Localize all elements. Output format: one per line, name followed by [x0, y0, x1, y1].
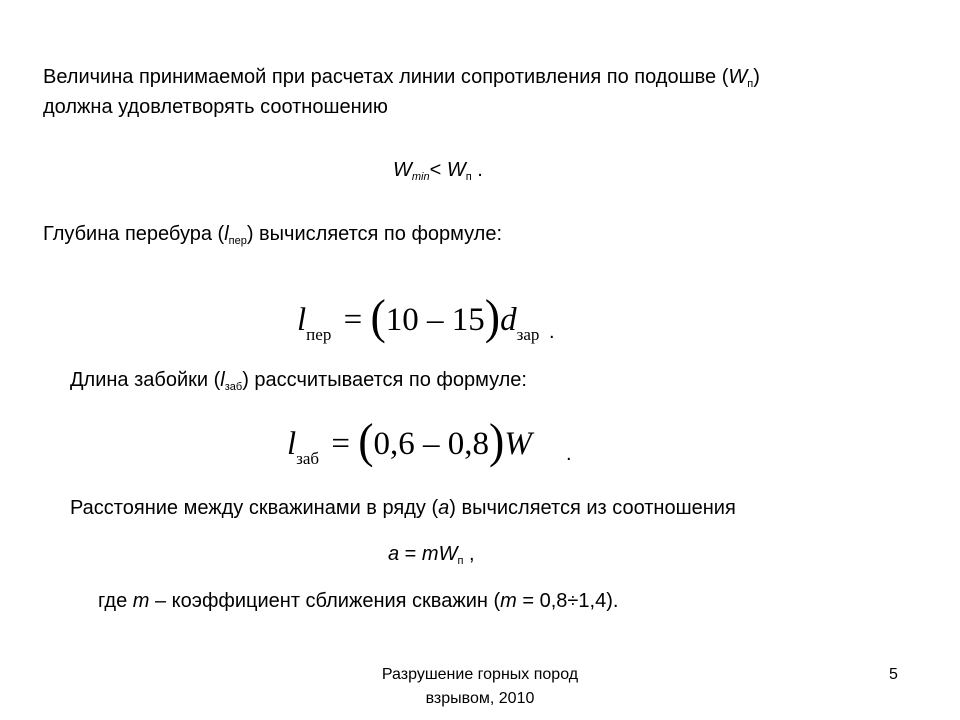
f2-end: .	[566, 443, 572, 465]
stemming-text: Длина забойки (	[70, 369, 221, 391]
formula-overdrill	[297, 288, 539, 348]
wn-sub: п	[747, 78, 754, 90]
wn-sub-2: п	[465, 171, 472, 183]
intro-line-1	[43, 63, 760, 95]
depth-sentence	[43, 220, 502, 252]
f2-rparen: )	[489, 413, 505, 468]
f2-lparen: (	[358, 413, 374, 468]
lper-sub: пер	[228, 235, 247, 247]
formula-stemming	[287, 412, 532, 472]
f3-eq: =	[399, 543, 422, 565]
intro-text: Величина принимаемой при расчетах линии сопротивления по подошве (	[43, 66, 729, 88]
footer-line-1: Разрушение горных пород	[381, 666, 579, 683]
f1-body: 10 – 15	[385, 302, 485, 338]
inequality	[393, 156, 483, 188]
formula-spacing	[388, 540, 475, 572]
a-var: а	[438, 497, 450, 519]
wn-var-2: W	[446, 159, 466, 181]
f3-m: m	[421, 543, 439, 565]
less-than: <	[429, 159, 447, 181]
f3-a: а	[388, 543, 400, 565]
f1-l: l	[297, 302, 307, 338]
footer-caption	[330, 663, 630, 711]
spacing-text: Расстояние между скважинами в ряду (	[70, 497, 439, 519]
lper-var: l	[224, 223, 229, 245]
stemming-text-after: ) рассчитывается по формуле:	[242, 369, 527, 391]
wn-var: W	[728, 66, 748, 88]
f1-d: d	[500, 302, 517, 338]
wmin-sub: min	[411, 171, 430, 183]
footer-line-2: взрывом, 2010	[425, 690, 535, 707]
intro-close: )	[753, 66, 760, 88]
where-m1: m	[132, 590, 150, 612]
f1-eq: =	[343, 302, 363, 338]
f1-l-sub: пер	[306, 325, 332, 344]
wmin-var: W	[393, 159, 412, 181]
where-sentence	[98, 587, 618, 616]
depth-text: Глубина перебура (	[43, 223, 225, 245]
intro-line-2: должна удовлетворять соотношению	[43, 96, 388, 118]
f2-l-sub: заб	[296, 449, 320, 468]
spacing-sentence	[70, 494, 736, 523]
f3-end: ,	[463, 543, 475, 565]
depth-text-after: ) вычисляется по формуле:	[246, 223, 503, 245]
stemming-sentence	[70, 366, 527, 398]
f2-l: l	[287, 426, 297, 462]
lzab-var: l	[220, 369, 225, 391]
where-middle: – коэффициент сближения скважин (	[149, 590, 501, 612]
f2-eq: =	[331, 426, 350, 462]
where-m2: m	[500, 590, 517, 612]
spacing-text-after: ) вычисляется из соотношения	[449, 497, 736, 519]
inequality-end: .	[471, 159, 483, 181]
f1-rparen: )	[484, 289, 501, 344]
f2-body: 0,6 – 0,8	[373, 426, 490, 462]
page-number: 5	[889, 666, 898, 683]
f3-w: W	[438, 543, 458, 565]
f1-end: .	[549, 321, 555, 343]
where-prefix: где	[98, 590, 133, 612]
f2-w: W	[504, 426, 532, 462]
lzab-sub: заб	[224, 381, 243, 393]
f1-lparen: (	[370, 289, 386, 344]
f3-sub: п	[457, 555, 464, 567]
where-suffix: = 0,8÷1,4).	[516, 590, 619, 612]
f1-d-sub: зар	[516, 325, 540, 344]
